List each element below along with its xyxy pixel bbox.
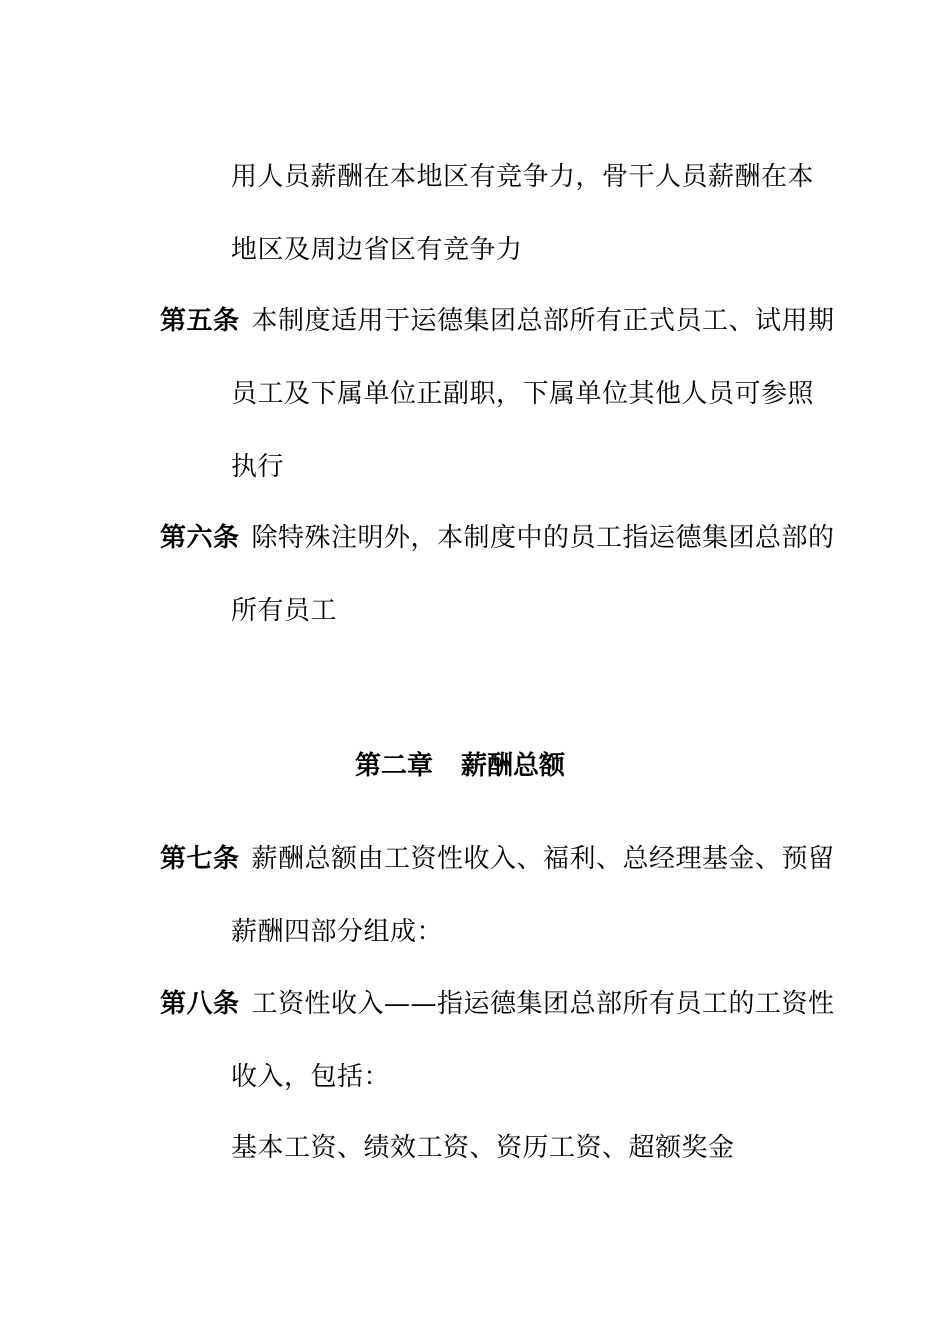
continuation-line-1: 用人员薪酬在本地区有竞争力，骨干人员薪酬在本: [231, 162, 815, 192]
article-6-label: 第六条: [160, 523, 240, 553]
article-5: [160, 304, 835, 338]
article-5-label: 第五条: [160, 306, 240, 336]
article-7-label: 第七条: [160, 844, 240, 874]
article-8-text: 工资性收入——指运德集团总部所有员工的工资性: [251, 989, 835, 1019]
article-5-line-3: 执行: [231, 452, 285, 482]
article-6-line-2: 所有员工: [231, 596, 338, 626]
chapter-heading: [0, 749, 920, 783]
article-5-text: 本制度适用于运德集团总部所有正式员工、试用期: [251, 306, 835, 336]
article-8-line-3: 基本工资、绩效工资、资历工资、超额奖金: [231, 1133, 735, 1163]
article-7: [160, 842, 835, 876]
article-7-text: 薪酬总额由工资性收入、福利、总经理基金、预留: [251, 844, 835, 874]
article-5-line-2: 员工及下属单位正副职，下属单位其他人员可参照: [231, 379, 815, 409]
chapter-title: 薪酬总额: [461, 751, 566, 781]
article-8-label: 第八条: [160, 989, 240, 1019]
article-8: [160, 987, 835, 1021]
article-8-line-2: 收入，包括：: [231, 1062, 391, 1092]
article-7-line-2: 薪酬四部分组成：: [231, 917, 444, 947]
continuation-line-2: 地区及周边省区有竞争力: [231, 235, 523, 265]
chapter-number: 第二章: [354, 751, 433, 781]
article-6-text: 除特殊注明外，本制度中的员工指运德集团总部的: [251, 523, 835, 553]
article-6: [160, 521, 835, 555]
